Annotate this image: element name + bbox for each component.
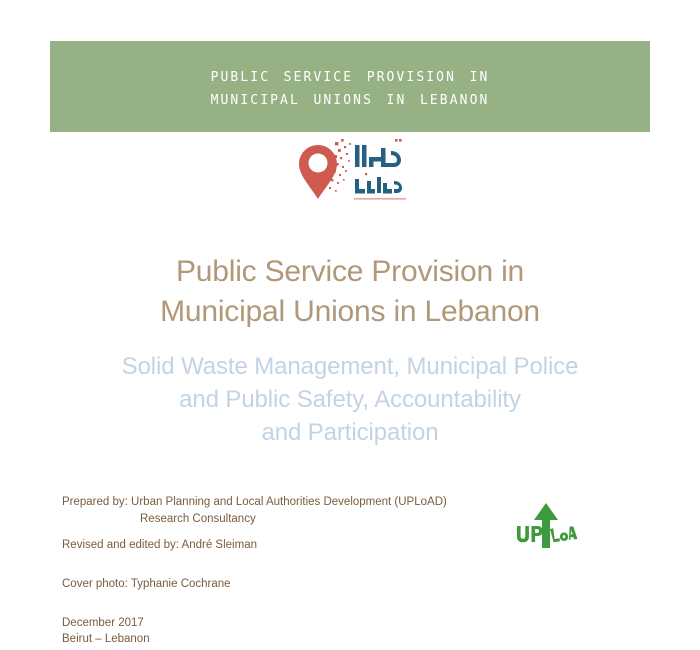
document-title-line-1: Public Service Provision in	[175, 255, 525, 288]
arabic-logo-text-line-2	[355, 177, 402, 194]
upload-logo-text-right	[550, 526, 577, 543]
upload-logo	[512, 500, 578, 550]
upload-logo-text-left	[517, 526, 543, 542]
credit-prepared-by: Prepared by: Urban Planning and Local Authorities Development (UPLoAD)	[62, 496, 447, 508]
header-banner	[50, 41, 650, 132]
document-subtitle-line-3: and Participation	[261, 419, 439, 447]
credit-cover-photo: Cover photo: Typhanie Cochrane	[62, 578, 231, 591]
header-banner-line-2: municipal unions in lebanon	[210, 86, 490, 109]
map-pin-icon	[291, 137, 409, 207]
document-subtitle-line-1: Solid Waste Management, Municipal Police	[121, 353, 579, 380]
credits-spacer-3	[62, 593, 502, 615]
upload-arrow-icon	[512, 500, 578, 550]
credit-place: Beirut – Lebanon	[62, 633, 150, 646]
credit-prepared-by-continued: Research Consultancy	[140, 512, 256, 525]
credits-spacer-2	[62, 554, 502, 576]
credits-block	[62, 494, 502, 648]
credits-spacer-1	[62, 527, 502, 537]
document-title	[0, 252, 700, 332]
document-subtitle	[0, 350, 700, 449]
document-subtitle-line-2: and Public Safety, Accountability	[179, 386, 521, 414]
organization-logo	[0, 136, 700, 208]
document-title-line-2: Municipal Unions in Lebanon	[160, 294, 540, 328]
arabic-logo-text-line-1	[355, 145, 401, 167]
credit-date: December 2017	[62, 616, 144, 629]
credit-revised-by: Revised and edited by: André Sleiman	[62, 539, 257, 552]
header-banner-line-1: public service provision in	[210, 64, 490, 87]
